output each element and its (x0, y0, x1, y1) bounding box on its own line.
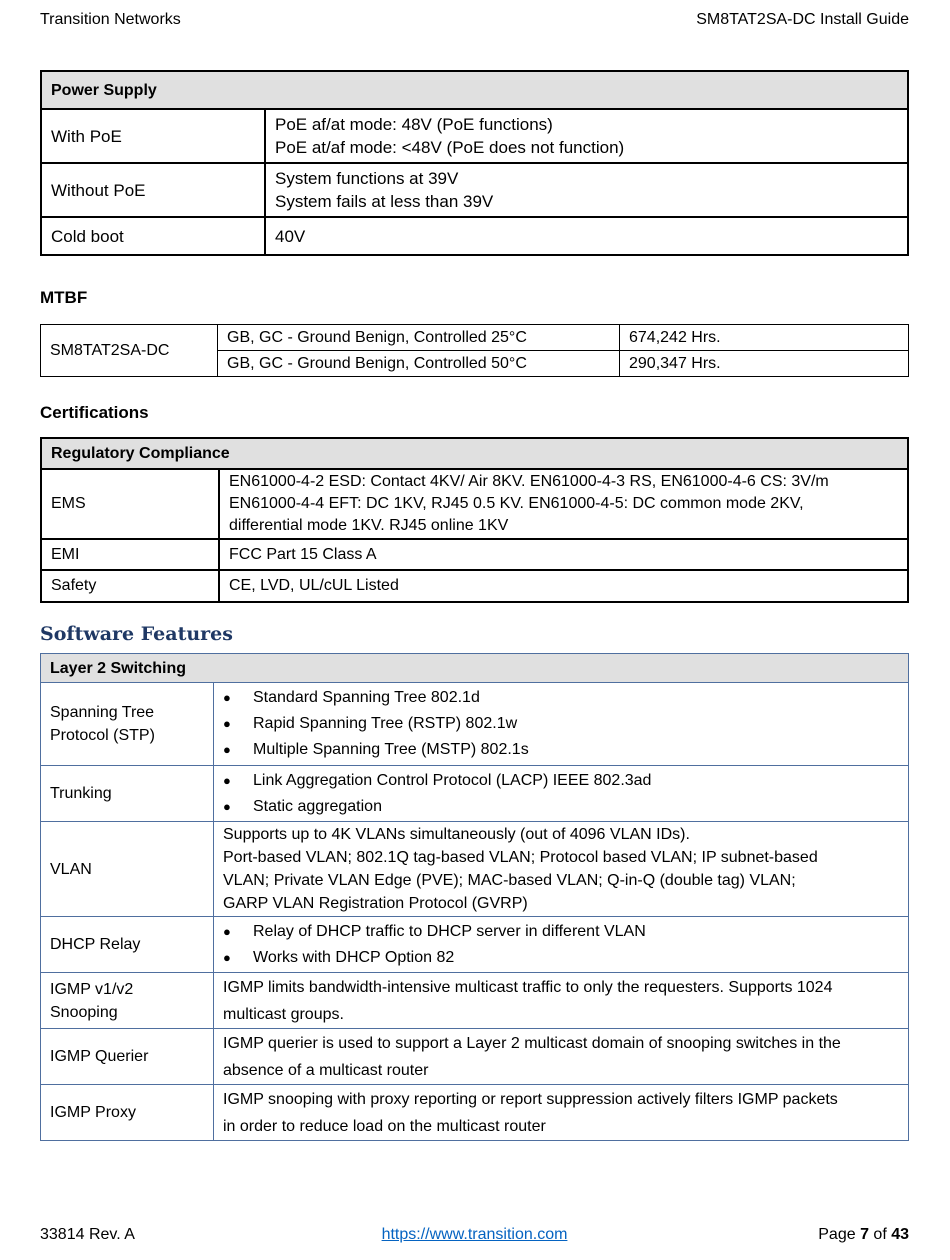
label-line: Protocol (STP) (50, 727, 155, 744)
page-header (40, 9, 909, 31)
value-line: multicast groups. (223, 1005, 344, 1023)
table-row (41, 163, 908, 217)
page-prefix: Page (818, 1226, 861, 1243)
row-value (214, 683, 909, 766)
row-value (214, 1085, 909, 1141)
mtbf-condition: GB, GC - Ground Benign, Controlled 50°C (218, 351, 620, 377)
row-value (214, 766, 909, 822)
list-item: ● Static aggregation (223, 794, 899, 820)
table-row (41, 539, 908, 570)
bullet-list (223, 685, 899, 763)
mtbf-hours: 290,347 Hrs. (620, 351, 909, 377)
row-value (219, 469, 908, 539)
table-row (41, 973, 909, 1029)
footer-website-link[interactable]: https://www.transition.com (381, 1226, 568, 1243)
mtbf-hours: 674,242 Hrs. (620, 325, 909, 351)
mtbf-model: SM8TAT2SA-DC (41, 325, 218, 377)
row-value (214, 973, 909, 1029)
label-line: IGMP v1/v2 (50, 980, 134, 998)
list-item: ● Works with DHCP Option 82 (223, 945, 899, 971)
row-value (214, 822, 909, 917)
table-row (41, 822, 909, 917)
software-features-heading: Software Features (40, 623, 233, 645)
value-line: in order to reduce load on the multicast router (223, 1117, 546, 1135)
value-line: Supports up to 4K VLANs simultaneously (out of 4096 VLAN IDs). (223, 826, 690, 843)
mtbf-table (40, 324, 909, 377)
row-label: Without PoE (41, 163, 265, 217)
power-supply-title: Power Supply (41, 71, 908, 109)
footer-url-container (40, 1226, 909, 1244)
label-line: Spanning Tree (50, 704, 155, 721)
mtbf-heading: MTBF (40, 288, 88, 307)
value-line: System functions at 39V (275, 169, 459, 188)
list-item: ● Multiple Spanning Tree (MSTP) 802.1s (223, 737, 899, 763)
table-row (41, 570, 908, 602)
table-row (41, 1029, 909, 1085)
value-line: differential mode 1KV. RJ45 online 1KV (229, 517, 509, 534)
row-value: CE, LVD, UL/cUL Listed (219, 570, 908, 602)
header-company: Transition Networks (40, 11, 181, 28)
table-row (41, 683, 909, 766)
layer2-switching-title: Layer 2 Switching (41, 654, 909, 683)
value-line: System fails at less than 39V (275, 192, 494, 211)
value-line: IGMP limits bandwidth-intensive multicast traffic to only the requesters. Supports 1024 (223, 978, 833, 996)
row-label (41, 683, 214, 766)
footer-doc-rev: 33814 Rev. A (40, 1226, 135, 1243)
footer-page-number (818, 1226, 909, 1244)
table-row (41, 766, 909, 822)
regulatory-compliance-table (40, 437, 909, 603)
value-line: IGMP querier is used to support a Layer 2 multicast domain of snooping switches in the (223, 1034, 841, 1052)
list-item: ● Link Aggregation Control Protocol (LACP) IEEE 802.3ad (223, 768, 899, 794)
row-label (41, 973, 214, 1029)
table-row (41, 109, 908, 163)
value-line: IGMP snooping with proxy reporting or report suppression actively filters IGMP packets (223, 1090, 838, 1108)
table-row (41, 217, 908, 255)
page-of: of (868, 1226, 892, 1243)
list-item: ● Standard Spanning Tree 802.1d (223, 685, 899, 711)
row-label: EMI (41, 539, 219, 570)
power-supply-table (40, 70, 909, 256)
value-line: EN61000-4-4 EFT: DC 1KV, RJ45 0.5 KV. EN61000-4-5: DC common mode 2KV, (229, 495, 804, 512)
label-line: Snooping (50, 1003, 118, 1021)
table-row (41, 469, 908, 539)
value-line: VLAN; Private VLAN Edge (PVE); MAC-based VLAN; Q-in-Q (double tag) VLAN; (223, 872, 796, 889)
row-value (265, 109, 908, 163)
header-doc-title: SM8TAT2SA-DC Install Guide (696, 11, 909, 28)
row-value (214, 1029, 909, 1085)
regulatory-compliance-title: Regulatory Compliance (41, 438, 908, 469)
row-label: EMS (41, 469, 219, 539)
row-value (265, 163, 908, 217)
row-label: IGMP Proxy (41, 1085, 214, 1141)
list-item: ● Relay of DHCP traffic to DHCP server in different VLAN (223, 919, 899, 945)
bullet-list (223, 768, 899, 820)
row-value (214, 917, 909, 973)
row-label: Trunking (41, 766, 214, 822)
page-current: 7 (860, 1226, 869, 1243)
row-label: With PoE (41, 109, 265, 163)
value-line: PoE af/at mode: 48V (PoE functions) (275, 115, 553, 134)
table-row (41, 917, 909, 973)
mtbf-condition: GB, GC - Ground Benign, Controlled 25°C (218, 325, 620, 351)
value-line: GARP VLAN Registration Protocol (GVRP) (223, 895, 528, 912)
layer2-switching-table (40, 653, 909, 1141)
row-label: Safety (41, 570, 219, 602)
row-label: DHCP Relay (41, 917, 214, 973)
table-row (41, 325, 909, 351)
value-line: absence of a multicast router (223, 1061, 429, 1079)
page-total: 43 (891, 1226, 909, 1243)
row-value: 40V (265, 217, 908, 255)
certifications-heading: Certifications (40, 403, 149, 422)
row-label: IGMP Querier (41, 1029, 214, 1085)
list-item: ● Rapid Spanning Tree (RSTP) 802.1w (223, 711, 899, 737)
value-line: Port-based VLAN; 802.1Q tag-based VLAN; Protocol based VLAN; IP subnet-based (223, 849, 818, 866)
table-row (41, 1085, 909, 1141)
bullet-list (223, 919, 899, 971)
page-footer (40, 1226, 909, 1248)
row-value: FCC Part 15 Class A (219, 539, 908, 570)
value-line: PoE at/af mode: <48V (PoE does not function) (275, 138, 625, 157)
row-label: Cold boot (41, 217, 265, 255)
row-label: VLAN (41, 822, 214, 917)
value-line: EN61000-4-2 ESD: Contact 4KV/ Air 8KV. EN61000-4-3 RS, EN61000-4-6 CS: 3V/m (229, 473, 829, 490)
